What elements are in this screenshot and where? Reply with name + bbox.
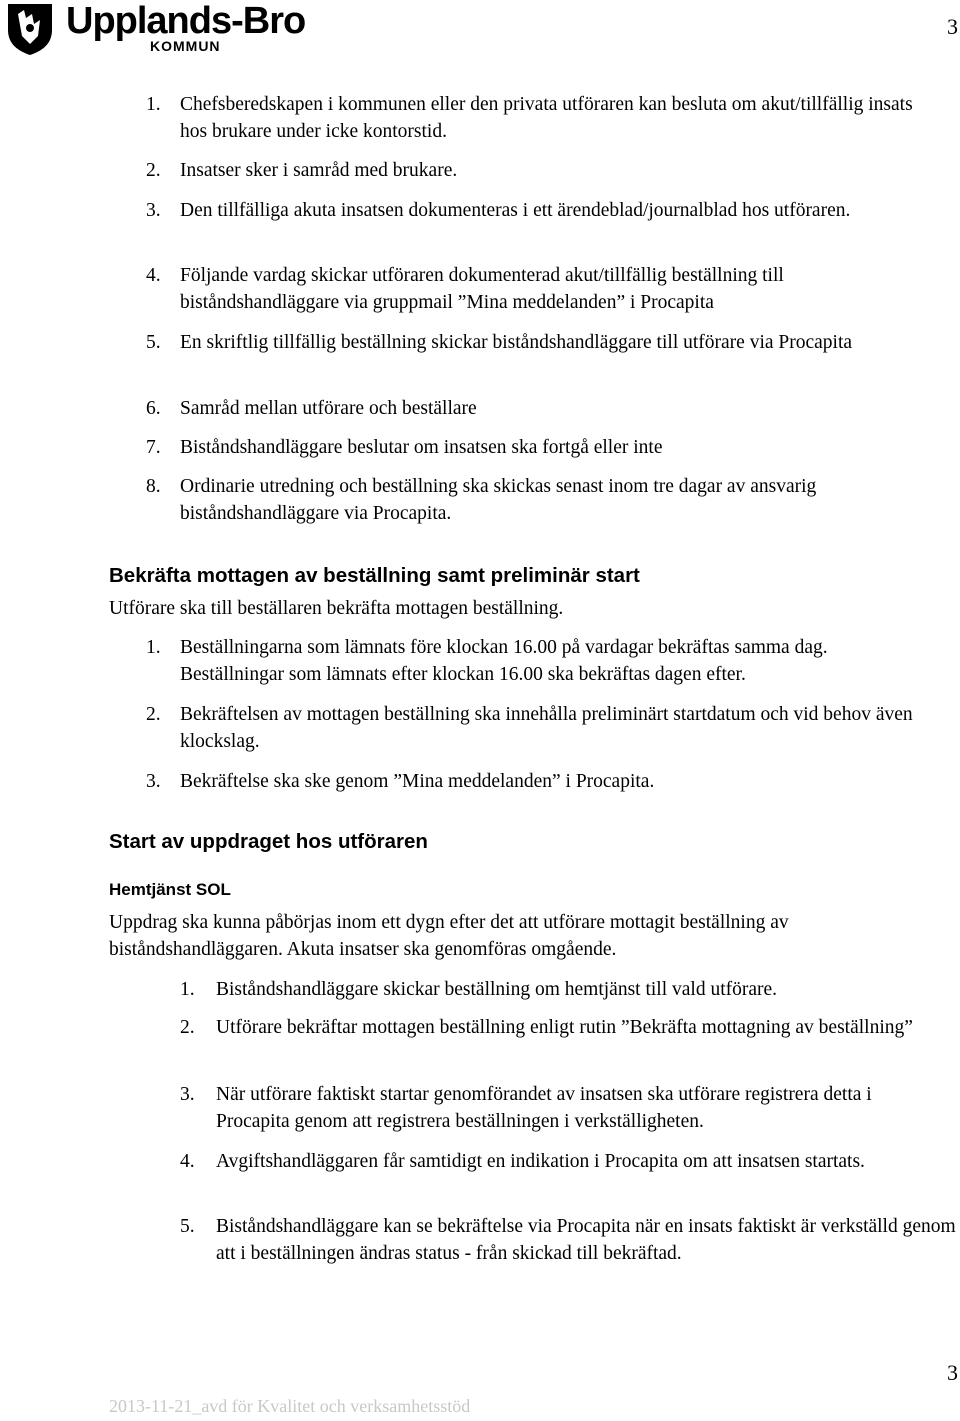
list-text: Samråd mellan utförare och beställare [180,398,477,419]
page-number-top: 3 [947,14,958,39]
list-text: Ordinarie utredning och beställning ska skickas senast inom tre dagar av ansvarig biståndshandläggare via Procapita. [180,476,817,524]
list-number: 1. [146,94,161,115]
list-number: 1. [180,979,195,1000]
list-number: 3. [146,771,161,792]
list-text: En skriftlig tillfällig beställning skickar biståndshandläggare till utförare via Procapita [180,332,853,353]
list-number: 4. [146,265,161,286]
section-intro-confirm: Utförare ska till beställaren bekräfta mottagen beställning. [109,598,564,619]
list-number: 3. [180,1084,195,1105]
municipality-logo [4,0,324,58]
list-text: Beställningarna som lämnats före klockan 16.00 på vardagar bekräftas samma dag. Beställningar som lämnats efter klockan 16.00 ska bekräftas dagen efter. [180,637,828,685]
list-text: Bekräftelsen av mottagen beställning ska innehålla preliminärt startdatum och vid behov även klockslag. [180,704,913,752]
list-text: Biståndshandläggare kan se bekräftelse via Procapita när en insats faktiskt är verkställd genom att i beställningen ändras status - från skickad till bekräftad. [216,1216,956,1264]
list-text: Chefsberedskapen i kommunen eller den privata utföraren kan besluta om akut/tillfällig insats hos brukare under icke kontorstid. [180,94,913,142]
list-text: Följande vardag skickar utföraren dokumenterad akut/tillfällig beställning till biståndshandläggare via gruppmail ”Mina meddelanden” i Procapita [180,265,784,313]
list-number: 4. [180,1151,195,1172]
list-text: Insatser sker i samråd med brukare. [180,160,458,181]
list-text: Biståndshandläggare beslutar om insatsen ska fortgå eller inte [180,437,663,458]
list-text: Biståndshandläggare skickar beställning om hemtjänst till vald utförare. [216,979,778,1000]
list-number: 8. [146,476,161,497]
list-text: Avgiftshandläggaren får samtidigt en indikation i Procapita om att insatsen startats. [216,1151,865,1172]
list-text: Utförare bekräftar mottagen beställning enligt rutin ”Bekräfta mottagning av beställning” [216,1017,913,1038]
logo-wordmark: Upplands-Bro [66,0,306,42]
list-text: Bekräftelse ska ske genom ”Mina meddelanden” i Procapita. [180,771,655,792]
list-number: 6. [146,398,161,419]
list-text: När utförare faktiskt startar genomförandet av insatsen ska utförare registrera detta i Procapita genom att registrera beställningen i verkställigheten. [216,1084,872,1132]
section-heading-start: Start av uppdraget hos utföraren [109,830,428,853]
list-number: 7. [146,437,161,458]
list-number: 5. [146,332,161,353]
list-text: Den tillfälliga akuta insatsen dokumenteras i ett ärendeblad/journalblad hos utföraren. [180,200,851,221]
section-intro-start: Uppdrag ska kunna påbörjas inom ett dygn efter det att utförare mottagit beställning av biståndshandläggaren. Akuta insatser ska genomföras omgående. [109,912,789,960]
section-heading-confirm: Bekräfta mottagen av beställning samt preliminär start [109,564,640,587]
page-number-bottom: 3 [947,1360,958,1385]
list-number: 3. [146,200,161,221]
list-number: 2. [146,704,161,725]
list-number: 5. [180,1216,195,1237]
list-number: 2. [180,1017,195,1038]
coat-of-arms-icon [4,0,56,56]
list-number: 1. [146,637,161,658]
logo-subtitle: KOMMUN [150,38,221,54]
list-number: 2. [146,160,161,181]
subheading-hemtjanst: Hemtjänst SOL [109,880,231,899]
footer-text: 2013-11-21_avd för Kvalitet och verksamhetsstöd [109,1396,471,1416]
